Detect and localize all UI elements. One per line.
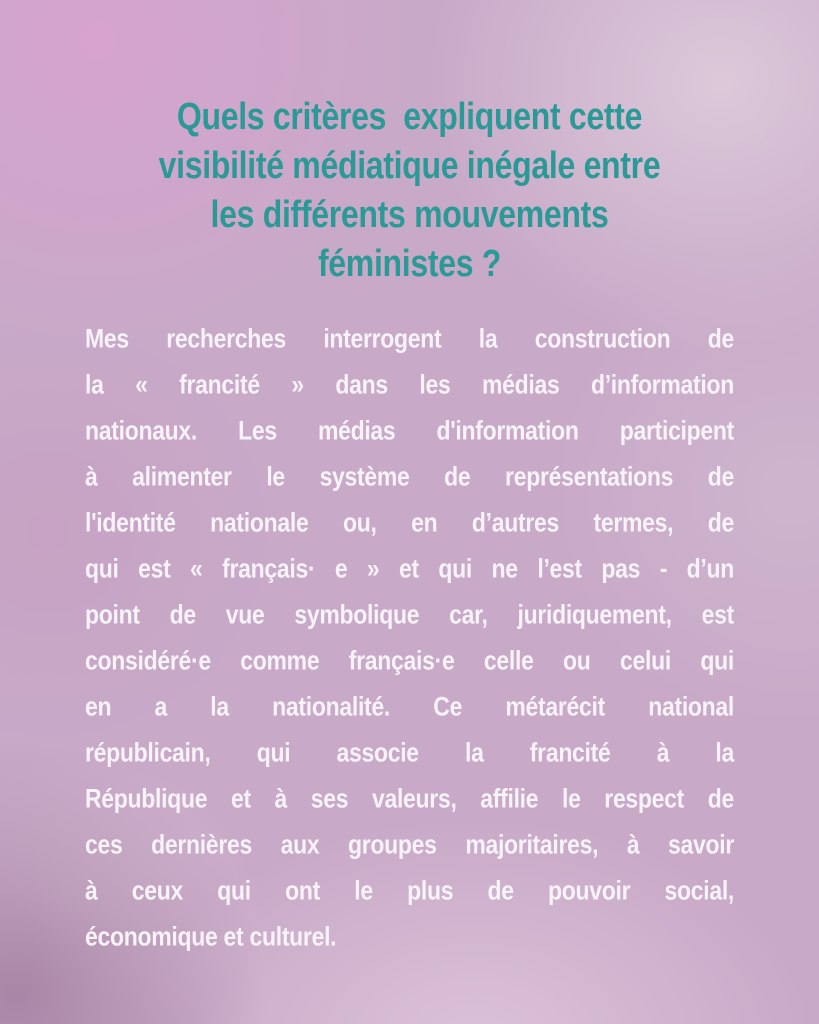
text-line: économique et culturel. <box>85 920 337 952</box>
text-line: Quels critères expliquent cette <box>176 94 643 138</box>
question-heading <box>58 92 761 288</box>
text-line: féministes ? <box>317 241 502 285</box>
text-line: point de vue symbolique car, juridiquement, est <box>85 598 734 630</box>
text-line: considéré·e comme français·e celle ou celui qui <box>85 644 734 676</box>
text-line: à ceux qui ont le plus de pouvoir social, <box>85 874 734 906</box>
text-line: nationaux. Les médias d'information participent <box>85 414 734 446</box>
text-line: républicain, qui associe la francité à la <box>85 736 734 768</box>
answer-paragraph <box>85 315 734 959</box>
text-line: ces dernières aux groupes majoritaires, à savoir <box>85 828 734 860</box>
text-line: République et à ses valeurs, affilie le respect de <box>85 782 734 814</box>
text-line: la « francité » dans les médias d’information <box>85 368 734 400</box>
text-line: en a la nationalité. Ce métarécit national <box>85 690 734 722</box>
text-line: les différents mouvements <box>210 192 609 236</box>
text-line: Mes recherches interrogent la construction de <box>85 322 734 354</box>
text-line: qui est « français· e » et qui ne l’est pas - d’un <box>85 552 734 584</box>
text-line: à alimenter le système de représentations de <box>85 460 734 492</box>
text-line: visibilité médiatique inégale entre <box>158 143 661 187</box>
text-line: l'identité nationale ou, en d’autres termes, de <box>85 506 734 538</box>
